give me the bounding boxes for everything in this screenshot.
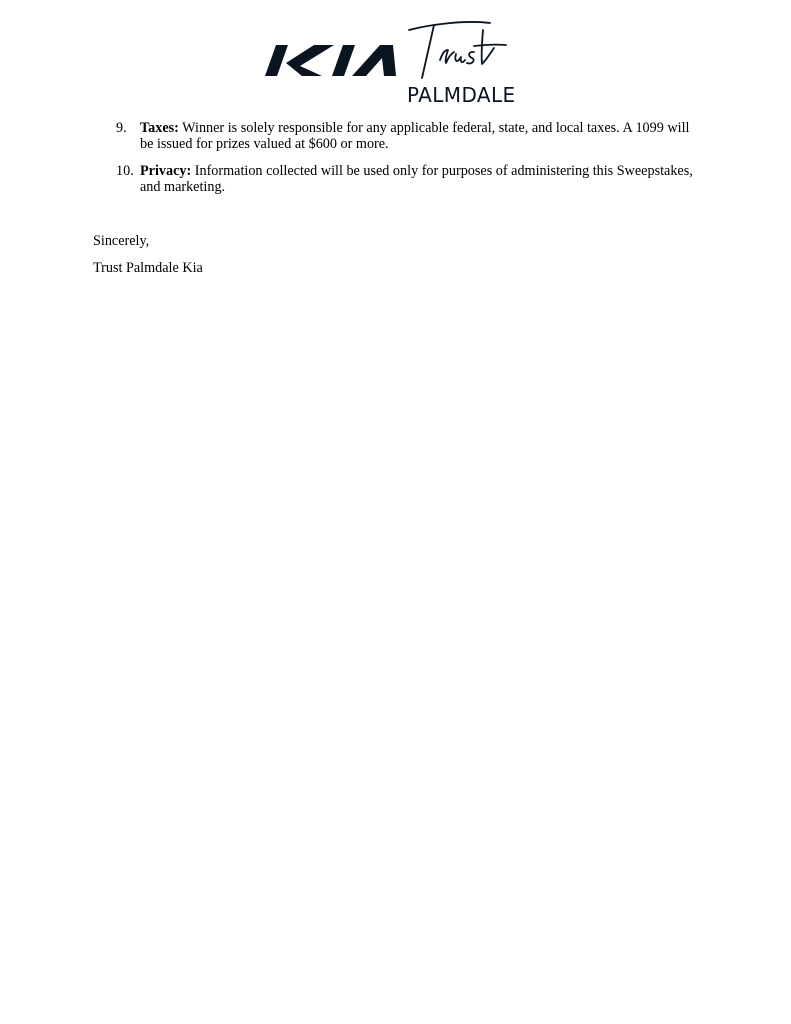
letter-closing: [93, 233, 203, 287]
term-label: Taxes:: [140, 120, 179, 136]
term-number: 9.: [116, 120, 127, 136]
term-text: Winner is solely responsible for any applicable federal, state, and local taxes. A 1099 will be issued for prizes valued at $600 or more.: [140, 120, 690, 152]
dealer-logo: [262, 14, 528, 108]
term-item-taxes: [93, 120, 703, 152]
term-number: 10.: [116, 163, 134, 179]
salutation: Sincerely,: [93, 233, 150, 249]
logo-location-text: PALMDALE: [407, 83, 516, 107]
term-text: Information collected will be used only for purposes of administering this Sweepstakes, and marketing.: [140, 163, 693, 195]
term-label: Privacy:: [140, 163, 192, 179]
signature: Trust Palmdale Kia: [93, 260, 203, 276]
sweepstakes-terms-list: [93, 120, 703, 206]
term-item-privacy: [93, 163, 703, 195]
